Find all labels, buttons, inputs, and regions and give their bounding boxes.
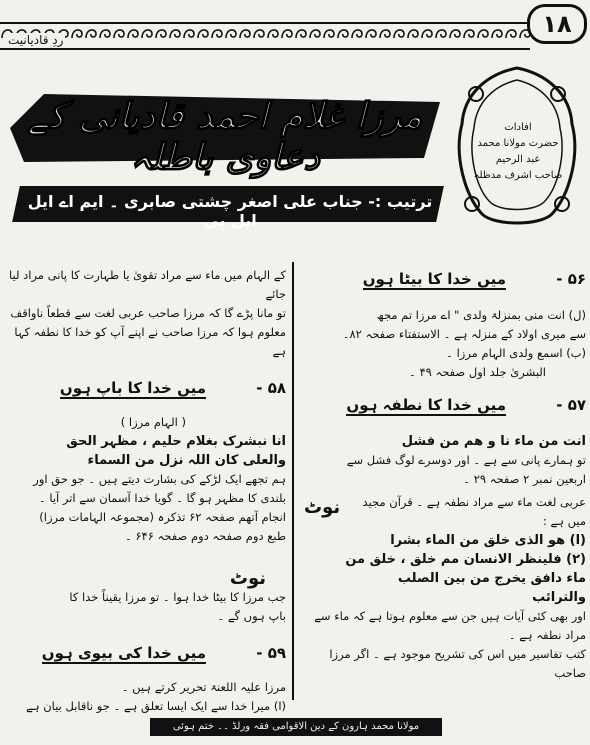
section-heading: میں خدا کی بیوی ہوں: [41, 644, 206, 662]
text-line: البشریٰ جلد اول صفحہ ۴۹ ۔: [409, 365, 546, 379]
text-line: جب مرزا کا بیٹا خدا ہوا ۔ تو مرزا یقیناً خدا کا: [69, 590, 286, 604]
note-block: [300, 493, 586, 683]
section-heading: میں خدا کا بیٹا ہوں: [362, 270, 506, 288]
note-label: نوٹ: [304, 497, 341, 518]
text-line: سے میری اولاد کے منزلہ ہے ۔ الاستفتاء صفحہ ۸۲۔: [342, 327, 586, 341]
note-block: [4, 568, 286, 626]
section-number: ۵۹ -: [256, 644, 286, 662]
compiler-credit: ترتیب :- جناب علی اصغر چشتی صابری ۔ ایم اے ایل ایل بی: [27, 192, 433, 230]
section-number: ۵۷ -: [556, 396, 586, 414]
section-heading: میں خدا کا نطفہ ہوں: [346, 396, 506, 414]
medallion-text: [472, 120, 564, 184]
section-number: ۵۶ -: [556, 270, 586, 288]
text-line: طبع دوم صفحہ دوم صفحہ ۶۴۶ ۔: [124, 529, 286, 543]
text-line: (ل) انت منی بمنزلۃ ولدی " اے مرزا تم مجھ: [376, 308, 586, 322]
medallion-line-1: افادات: [504, 122, 532, 133]
arabic-line: انا نبشرک بغلام حلیم ، مظہر الحق: [66, 434, 286, 449]
medallion-line-3: صاحب اشرف مدظلہ: [473, 170, 563, 181]
section-59-body: [4, 678, 286, 716]
text-line: ہم تجھے ایک لڑکے کی بشارت دیتے ہیں ۔ جو حق اور: [33, 472, 286, 486]
arabic-line: (۲) فلینظر الانسان مم خلق ، خلق من: [345, 552, 586, 567]
section-heading: میں خدا کا باپ ہوں: [59, 379, 206, 397]
arabic-line: انت من ماء نا و ھم من فشل: [401, 434, 586, 449]
text-line: مرزا علیہ اللعنۃ تحریر کرتے ہیں ۔: [121, 680, 286, 694]
section-number: ۵۸ -: [256, 379, 286, 397]
text-line: (ب) اسمع ولدی الہام مرزا ۔: [446, 346, 586, 360]
page-title: مرزا غلام احمد قادیانی کے دعاوی باطلہ: [27, 96, 423, 178]
section-57-body: [300, 432, 586, 489]
text-line: عربی لغت ماء سے مراد نطفہ ہے ۔ قرآن مجید: [362, 495, 586, 509]
text-line: انجام آتھم صفحہ ۶۲ تذکرہ (مجموعہ الہامات مرزا): [39, 510, 286, 524]
intro-paragraph: [4, 266, 286, 361]
text-line: کتب تفاسیر میں اس کی تشریح موجود ہے ۔ اگر مرزا صاحب: [329, 647, 586, 680]
section-58-body: [4, 413, 286, 546]
right-column: [300, 266, 586, 683]
arabic-line: والترائب: [532, 590, 586, 605]
section-58-header: [4, 375, 286, 405]
section-59-header: [4, 640, 286, 670]
note-label: نوٹ: [229, 568, 266, 589]
section-57-header: [300, 392, 586, 422]
decorative-border-band: [0, 22, 530, 50]
text-line: اور بھی کئی آیات ہیں جن سے معلوم ہوتا ہے کہ ماء سے: [314, 609, 586, 623]
arabic-line: ماء دافق یخرج من بین الصلب: [397, 571, 586, 586]
footer-bar: مولانا محمد ہارون کے دین الاقوامی فقہ ورلڈ ۔۔ ختم ہوئی: [150, 718, 442, 736]
text-line: تو ہمارے پانی سے ہے ۔ اور دوسرے لوگ فشل سے: [346, 453, 586, 467]
medallion-line-2: حضرت مولانا محمد عبد الرحیم: [477, 138, 559, 165]
text-line: بلندی کا مظہر ہو گا ۔ گویا خدا آسمان سے اتر آیا ۔: [38, 491, 286, 505]
left-column: [4, 266, 286, 716]
text-line: کے الہام میں ماء سے مراد تقویٰ یا طہارت کا پانی مراد لیا جائے: [9, 268, 286, 301]
text-line: ( الہام مرزا ): [120, 415, 186, 429]
section-56-header: [300, 266, 586, 296]
text-line: تو مانا پڑے گا کہ مرزا صاحب عربی لغت سے قطعاً ناواقف: [10, 306, 286, 320]
page-number: ۱۸: [527, 4, 587, 44]
text-line: معلوم ہوا کہ مرزا صاحب نے اپنے آپ کو خدا کا نطفہ کہا ہے: [14, 325, 286, 358]
text-line: (ا) میرا خدا سے ایک ایسا تعلق ہے ۔ جو ناقابل بیان ہے: [26, 699, 286, 713]
text-line: اربعین نمبر ۲ صفحہ ۲۹ ۔: [463, 472, 586, 486]
arabic-line: (ا) ھو الذی خلق من الماء بشرا: [390, 533, 586, 548]
scroll-ornament-icon: [0, 24, 530, 48]
text-line: مراد نطفہ ہے ۔: [508, 628, 586, 642]
text-line: میں ہے :: [542, 514, 586, 528]
text-line: باپ ہوں گے ۔: [217, 609, 286, 623]
column-divider: [292, 262, 294, 700]
arabic-line: والعلی کان اللہ نزل من السماء: [87, 453, 286, 468]
running-header-label: ردِ قادیانیت: [8, 33, 64, 47]
section-56-body: [300, 306, 586, 382]
